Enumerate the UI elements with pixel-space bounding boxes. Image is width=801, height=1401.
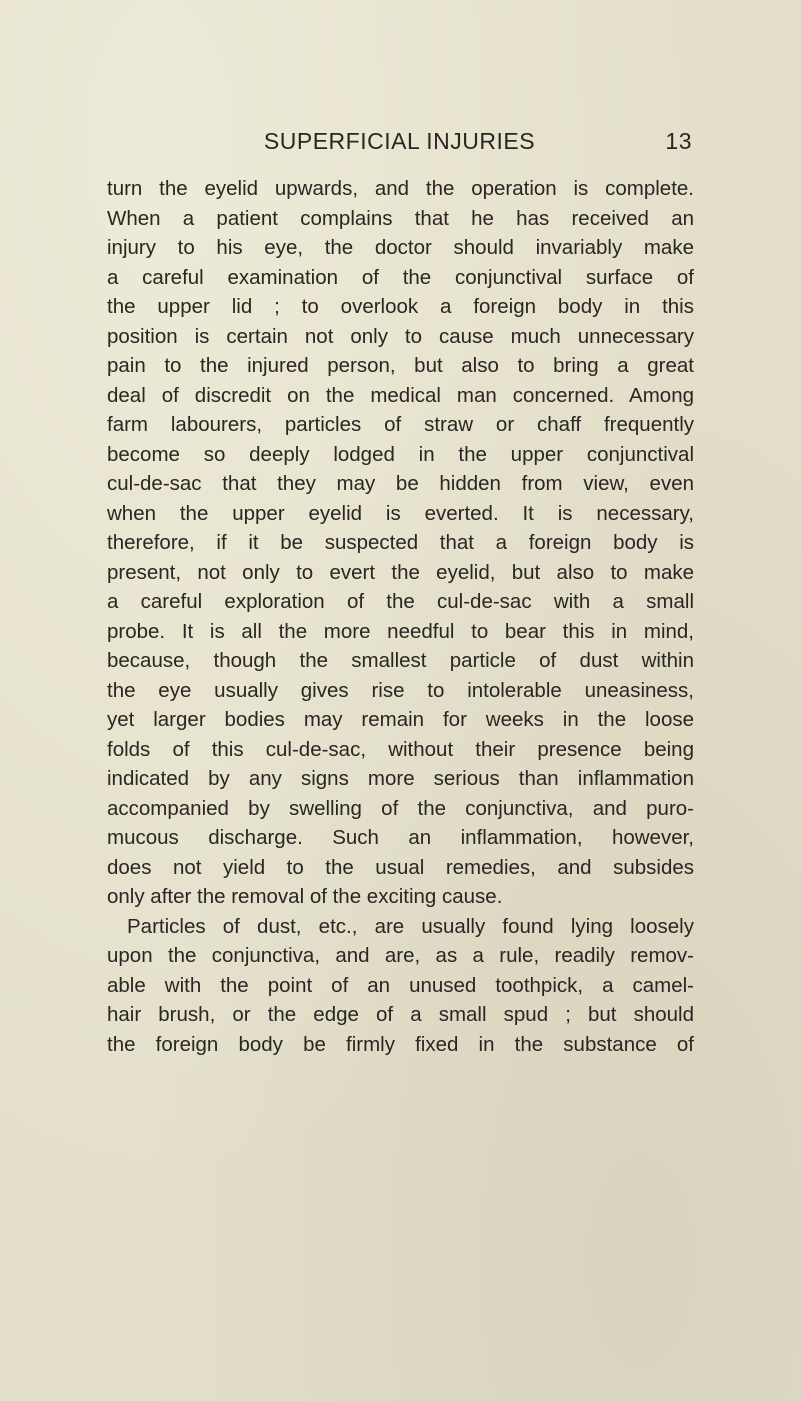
text-line: indicated by any signs more serious than inflammation (107, 767, 694, 790)
text-line: pain to the injured person, but also to bring a great (107, 354, 694, 377)
text-line: cul-de-sac that they may be hidden from view, even (107, 472, 694, 495)
text-line: When a patient complains that he has received an (107, 206, 694, 230)
text-line: turn the eyelid upwards, and the operation is complete. (107, 177, 694, 200)
text-line: the upper lid ; to overlook a foreign body in this (107, 295, 694, 318)
text-line: yet larger bodies may remain for weeks in the loose (107, 708, 694, 731)
text-line: mucous discharge. Such an inflammation, however, (107, 826, 694, 849)
text-line: farm labourers, particles of straw or chaff frequently (107, 413, 694, 436)
text-line: hair brush, or the edge of a small spud ; but should (107, 1003, 694, 1026)
body-text (107, 174, 694, 1059)
text-line: a careful examination of the conjunctival surface of (107, 265, 694, 289)
text-line: because, though the smallest particle of dust within (107, 649, 694, 672)
text-line: the foreign body be firmly fixed in the substance of (107, 1032, 694, 1056)
text-line-paragraph-end: only after the removal of the exciting cause. (107, 885, 503, 908)
text-line: folds of this cul-de-sac, without their presence being (107, 737, 694, 761)
text-line: injury to his eye, the doctor should invariably make (107, 236, 694, 259)
text-line-paragraph-start: Particles of dust, etc., are usually found lying loosely (127, 914, 694, 938)
text-line: deal of discredit on the medical man concerned. Among (107, 383, 694, 407)
text-line: able with the point of an unused toothpick, a camel- (107, 973, 694, 997)
text-line: accompanied by swelling of the conjunctiva, and puro- (107, 796, 694, 820)
text-line: upon the conjunctiva, and are, as a rule, readily remov- (107, 944, 694, 967)
text-line: probe. It is all the more needful to bear this in mind, (107, 619, 694, 643)
text-line: present, not only to evert the eyelid, but also to make (107, 560, 694, 584)
text-line: therefore, if it be suspected that a foreign body is (107, 531, 694, 554)
running-head-title: SUPERFICIAL INJURIES (263, 128, 536, 154)
text-line: position is certain not only to cause much unnecessary (107, 324, 694, 348)
text-line: a careful exploration of the cul-de-sac with a small (107, 590, 694, 613)
page-number: 13 (665, 128, 692, 154)
text-line: become so deeply lodged in the upper conjunctival (107, 442, 694, 466)
text-line: does not yield to the usual remedies, and subsides (107, 855, 694, 879)
running-head (107, 128, 692, 164)
text-line: the eye usually gives rise to intolerable uneasiness, (107, 678, 694, 702)
text-line: when the upper eyelid is everted. It is necessary, (107, 501, 694, 525)
